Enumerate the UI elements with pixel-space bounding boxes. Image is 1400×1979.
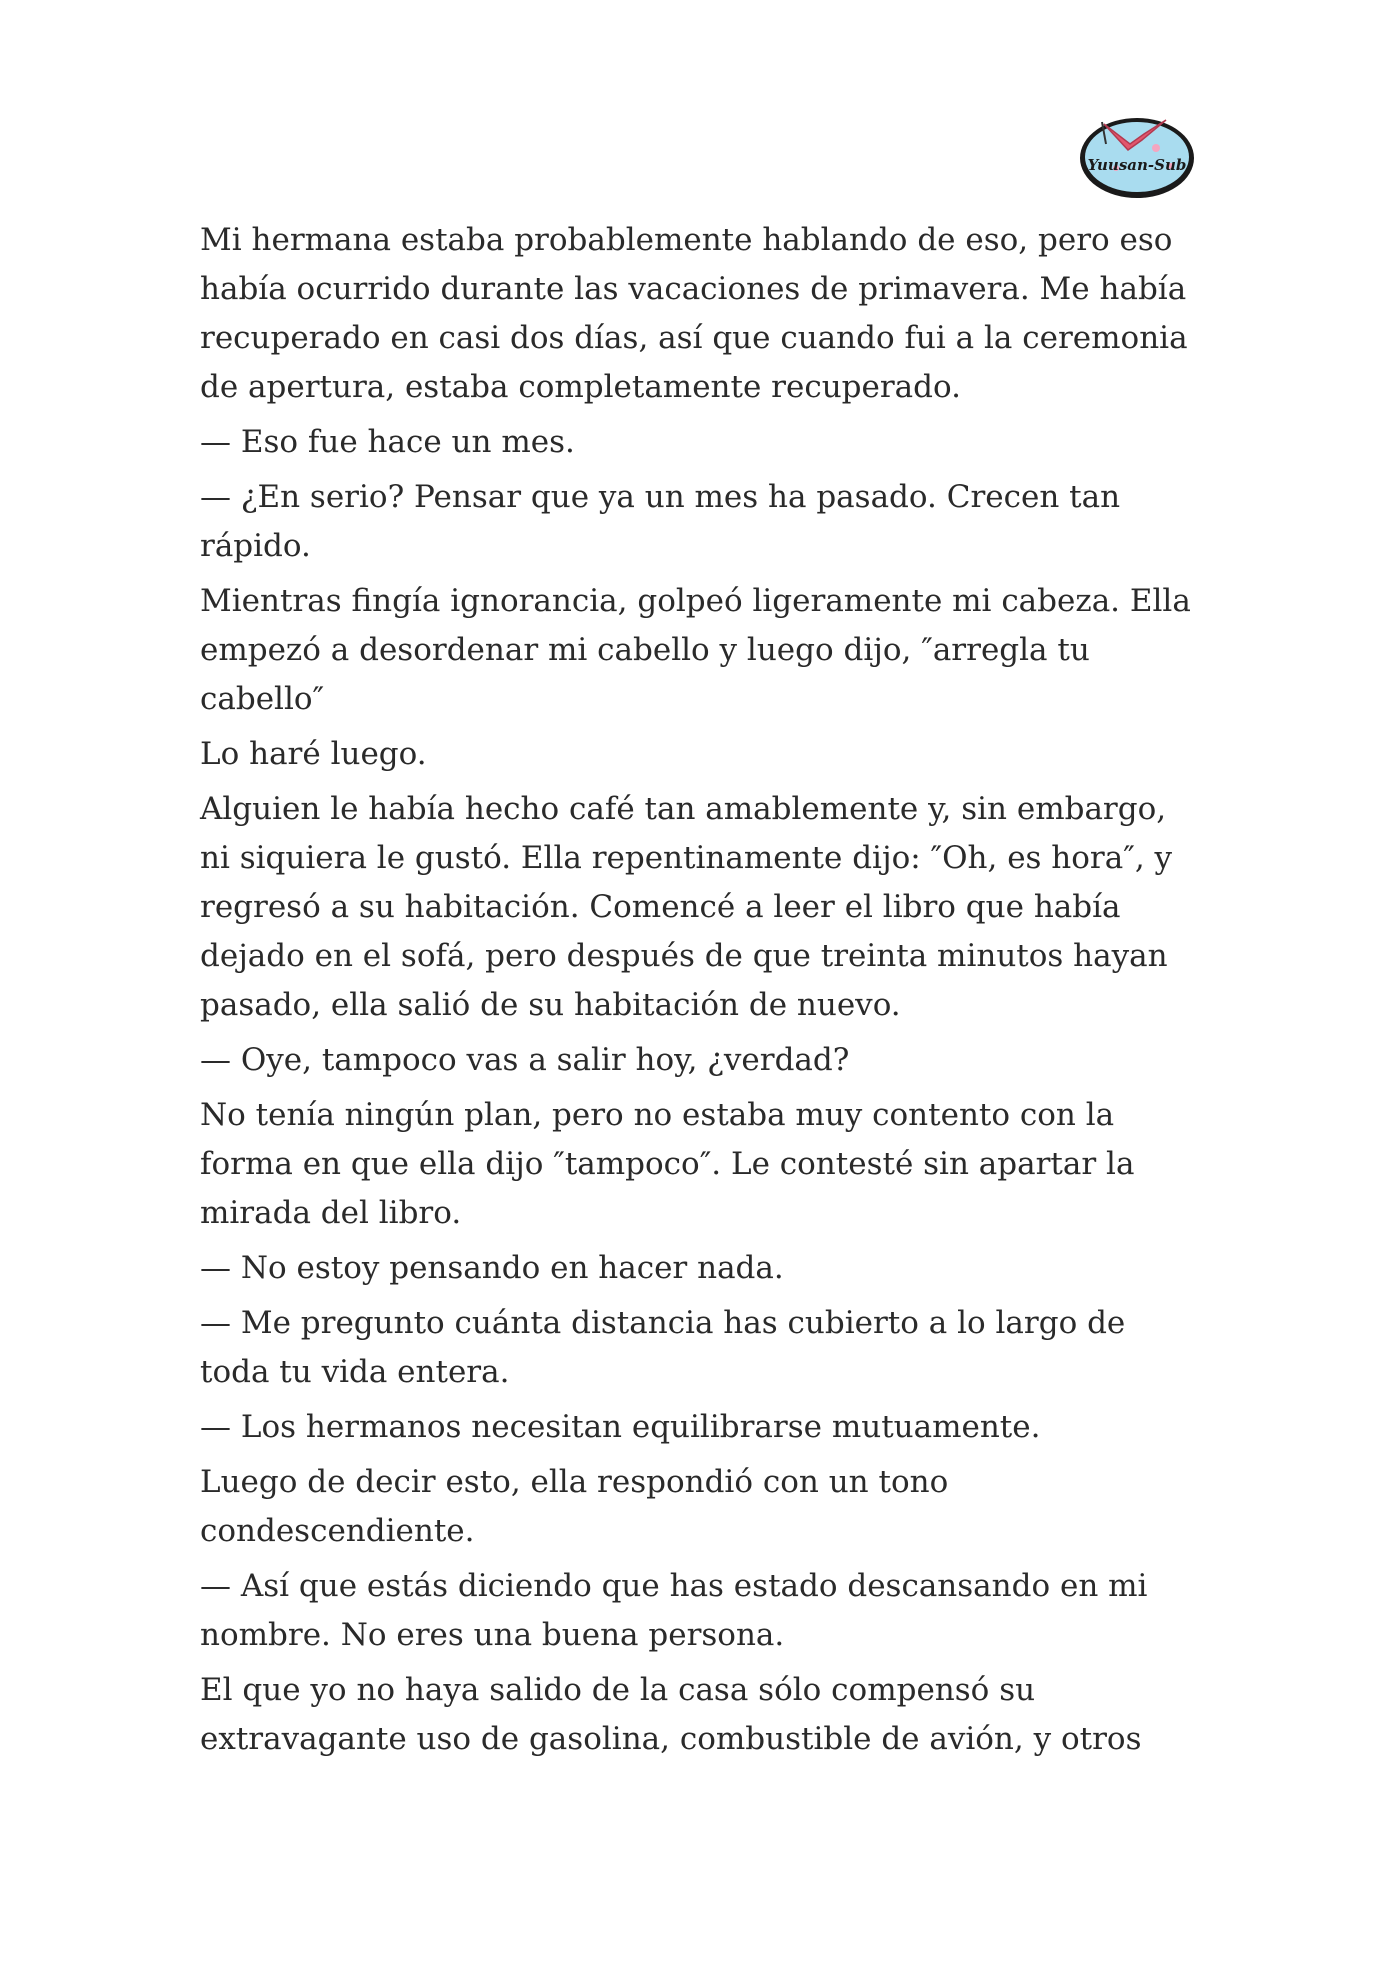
paragraph: — Me pregunto cuánta distancia has cubierto a lo largo de toda tu vida entera.	[200, 1305, 1126, 1390]
logo-image	[1076, 104, 1198, 200]
body-text	[200, 216, 1200, 1770]
paragraph: El que yo no haya salido de la casa sólo compensó su extravagante uso de gasolina, combustible de avión, y otros	[200, 1672, 1142, 1757]
paragraph: — Los hermanos necesitan equilibrarse mutuamente.	[200, 1409, 1041, 1445]
yuusan-sub-logo	[1076, 104, 1198, 200]
paragraph: — ¿En serio? Pensar que ya un mes ha pasado. Crecen tan rápido.	[200, 479, 1121, 564]
logo-text: Yuusan-Sub	[1087, 156, 1187, 174]
paragraph: — No estoy pensando en hacer nada.	[200, 1250, 784, 1286]
paragraph: Mientras fingía ignorancia, golpeó ligeramente mi cabeza. Ella empezó a desordenar mi cabello y luego dijo, ″arregla tu cabello″	[200, 583, 1191, 717]
paragraph: — Así que estás diciendo que has estado descansando en mi nombre. No eres una buena persona.	[200, 1568, 1148, 1653]
paragraph: Lo haré luego.	[200, 736, 427, 772]
paragraph: Luego de decir esto, ella respondió con un tono condescendiente.	[200, 1464, 949, 1549]
paragraph: No tenía ningún plan, pero no estaba muy contento con la forma en que ella dijo ″tampoco″. Le contesté sin apartar la mirada del libro.	[200, 1097, 1135, 1231]
paragraph: Mi hermana estaba probablemente hablando de eso, pero eso había ocurrido durante las vacaciones de primavera. Me había recuperado en casi dos días, así que cuando fui a la ceremonia de apertura, estaba completamente recuperado.	[200, 222, 1188, 405]
paragraph: — Eso fue hace un mes.	[200, 424, 575, 460]
paragraph: Alguien le había hecho café tan amablemente y, sin embargo, ni siquiera le gustó. Ella repentinamente dijo: ″Oh, es hora″, y regresó a su habitación. Comencé a leer el libro que había dejado en el sofá, pero después de que treinta minutos hayan pasado, ella salió de su habitación de nuevo.	[200, 791, 1173, 1023]
paragraph: — Oye, tampoco vas a salir hoy, ¿verdad?	[200, 1042, 850, 1078]
